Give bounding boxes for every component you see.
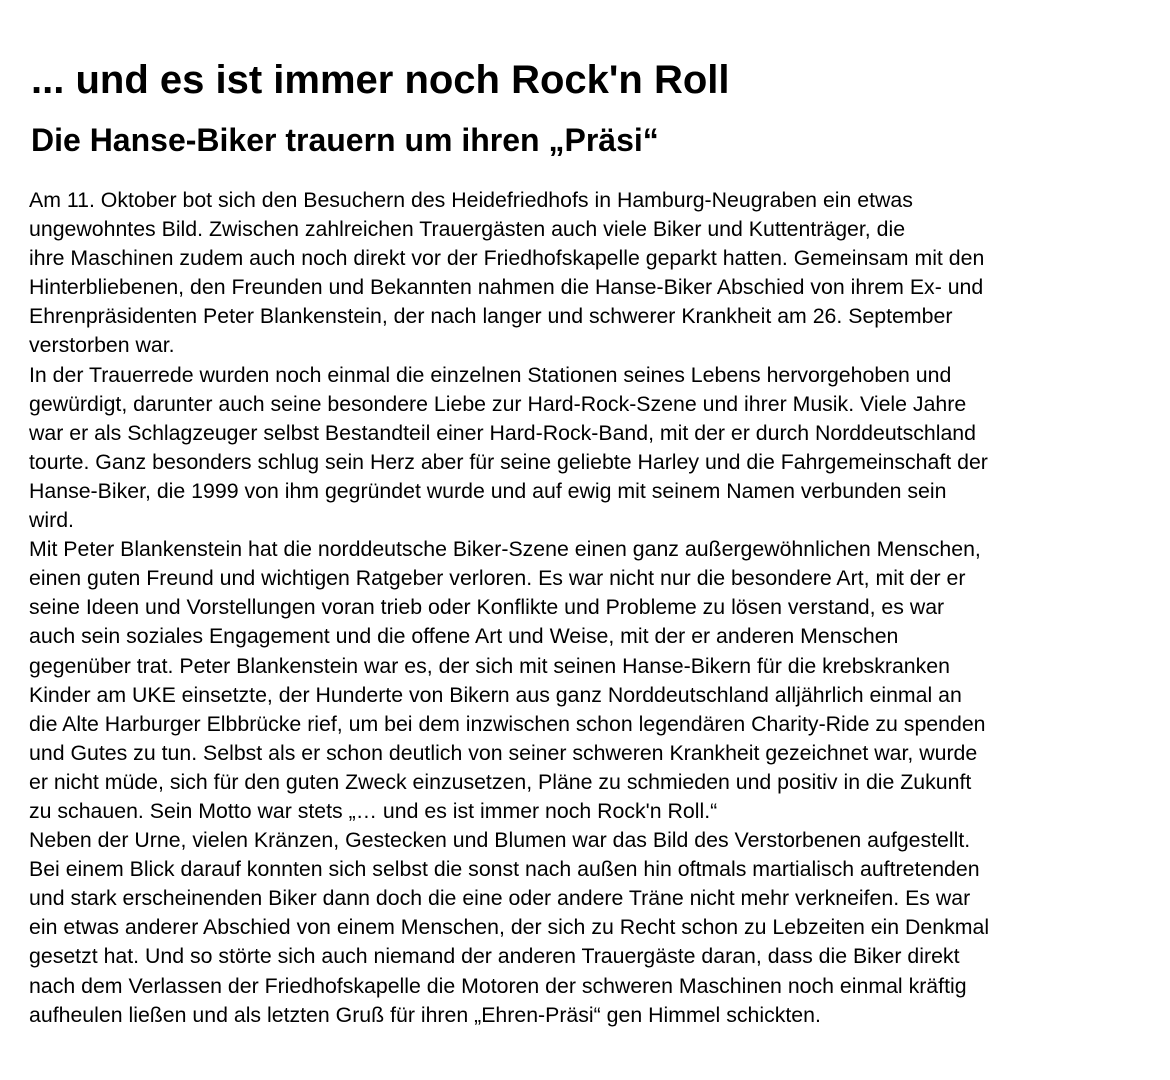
article-line: Mit Peter Blankenstein hat die norddeutsche Biker-Szene einen ganz außergewöhnlichen Menschen,: [29, 537, 981, 562]
article-line: war er als Schlagzeuger selbst Bestandteil einer Hard-Rock-Band, mit der er durch Norddeutschland: [29, 420, 976, 445]
article-line: ein etwas anderer Abschied von einem Menschen, der sich zu Recht schon zu Lebzeiten ein Denkmal: [29, 915, 990, 940]
article-line: gewürdigt, darunter auch seine besondere Liebe zur Hard-Rock-Szene und ihrer Musik. Viele Jahre: [29, 391, 967, 416]
article-line: Am 11. Oktober bot sich den Besuchern des Heidefriedhofs in Hamburg-Neugraben ein etwas: [29, 188, 913, 212]
article-line: zu schauen. Sein Motto war stets „… und es ist immer noch Rock'n Roll.“: [29, 798, 718, 823]
article-line: In der Trauerrede wurden noch einmal die einzelnen Stationen seines Lebens hervorgehoben und: [29, 362, 952, 387]
article-line: Hanse-Biker, die 1999 von ihm gegründet wurde und auf ewig mit seinem Namen verbunden sein: [29, 478, 947, 503]
article-line: nach dem Verlassen der Friedhofskapelle die Motoren der schweren Maschinen noch einmal kräftig: [29, 973, 967, 998]
article-line: aufheulen ließen und als letzten Gruß für ihren „Ehren-Präsi“ gen Himmel schickten.: [29, 1002, 821, 1027]
article-line: die Alte Harburger Elbbrücke rief, um bei dem inzwischen schon legendären Charity-Ride zu spenden: [29, 711, 986, 736]
article-body: [29, 186, 1170, 1030]
article-line: Hinterbliebenen, den Freunden und Bekannten nahmen die Hanse-Biker Abschied von ihrem Ex- und: [29, 275, 984, 300]
article-line: seine Ideen und Vorstellungen voran trieb oder Konflikte und Probleme zu lösen verstand, es war: [29, 595, 945, 620]
article-title: ... und es ist immer noch Rock'n Roll: [31, 58, 730, 102]
article-line: ungewohntes Bild. Zwischen zahlreichen Trauergästen auch viele Biker und Kuttenträger, die: [29, 217, 906, 242]
article-subtitle: Die Hanse-Biker trauern um ihren „Präsi“: [31, 122, 659, 158]
article-line: er nicht müde, sich für den guten Zweck einzusetzen, Pläne zu schmieden und positiv in die Zukunft: [29, 769, 972, 794]
article-line: gegenüber trat. Peter Blankenstein war es, der sich mit seinen Hanse-Bikern für die krebskranken: [29, 653, 950, 678]
article-line: einen guten Freund und wichtigen Ratgeber verloren. Es war nicht nur die besondere Art, mit der er: [29, 566, 966, 591]
article-line: Neben der Urne, vielen Kränzen, Gestecken und Blumen war das Bild des Verstorbenen aufgestellt.: [29, 828, 971, 853]
article-line: verstorben war.: [29, 333, 175, 358]
article-line: wird.: [29, 508, 74, 533]
article-line: Ehrenpräsidenten Peter Blankenstein, der nach langer und schwerer Krankheit am 26. September: [29, 304, 953, 329]
article-line: Bei einem Blick darauf konnten sich selbst die sonst nach außen hin oftmals martialisch auftretenden: [29, 857, 980, 882]
article-line: Kinder am UKE einsetzte, der Hunderte von Bikern aus ganz Norddeutschland alljährlich einmal an: [29, 682, 962, 707]
article-line: gesetzt hat. Und so störte sich auch niemand der anderen Trauergäste daran, dass die Biker direkt: [29, 944, 960, 969]
article-line: tourte. Ganz besonders schlug sein Herz aber für seine geliebte Harley und die Fahrgemeinschaft der: [29, 449, 988, 474]
article-line: und stark erscheinenden Biker dann doch die eine oder andere Träne nicht mehr verkneifen. Es war: [29, 886, 971, 911]
article-line: ihre Maschinen zudem auch noch direkt vor der Friedhofskapelle geparkt hatten. Gemeinsam mit den: [29, 246, 985, 271]
article-line: und Gutes zu tun. Selbst als er schon deutlich von seiner schweren Krankheit gezeichnet war, wurde: [29, 740, 978, 765]
article-line: auch sein soziales Engagement und die offene Art und Weise, mit der er anderen Menschen: [29, 624, 899, 649]
